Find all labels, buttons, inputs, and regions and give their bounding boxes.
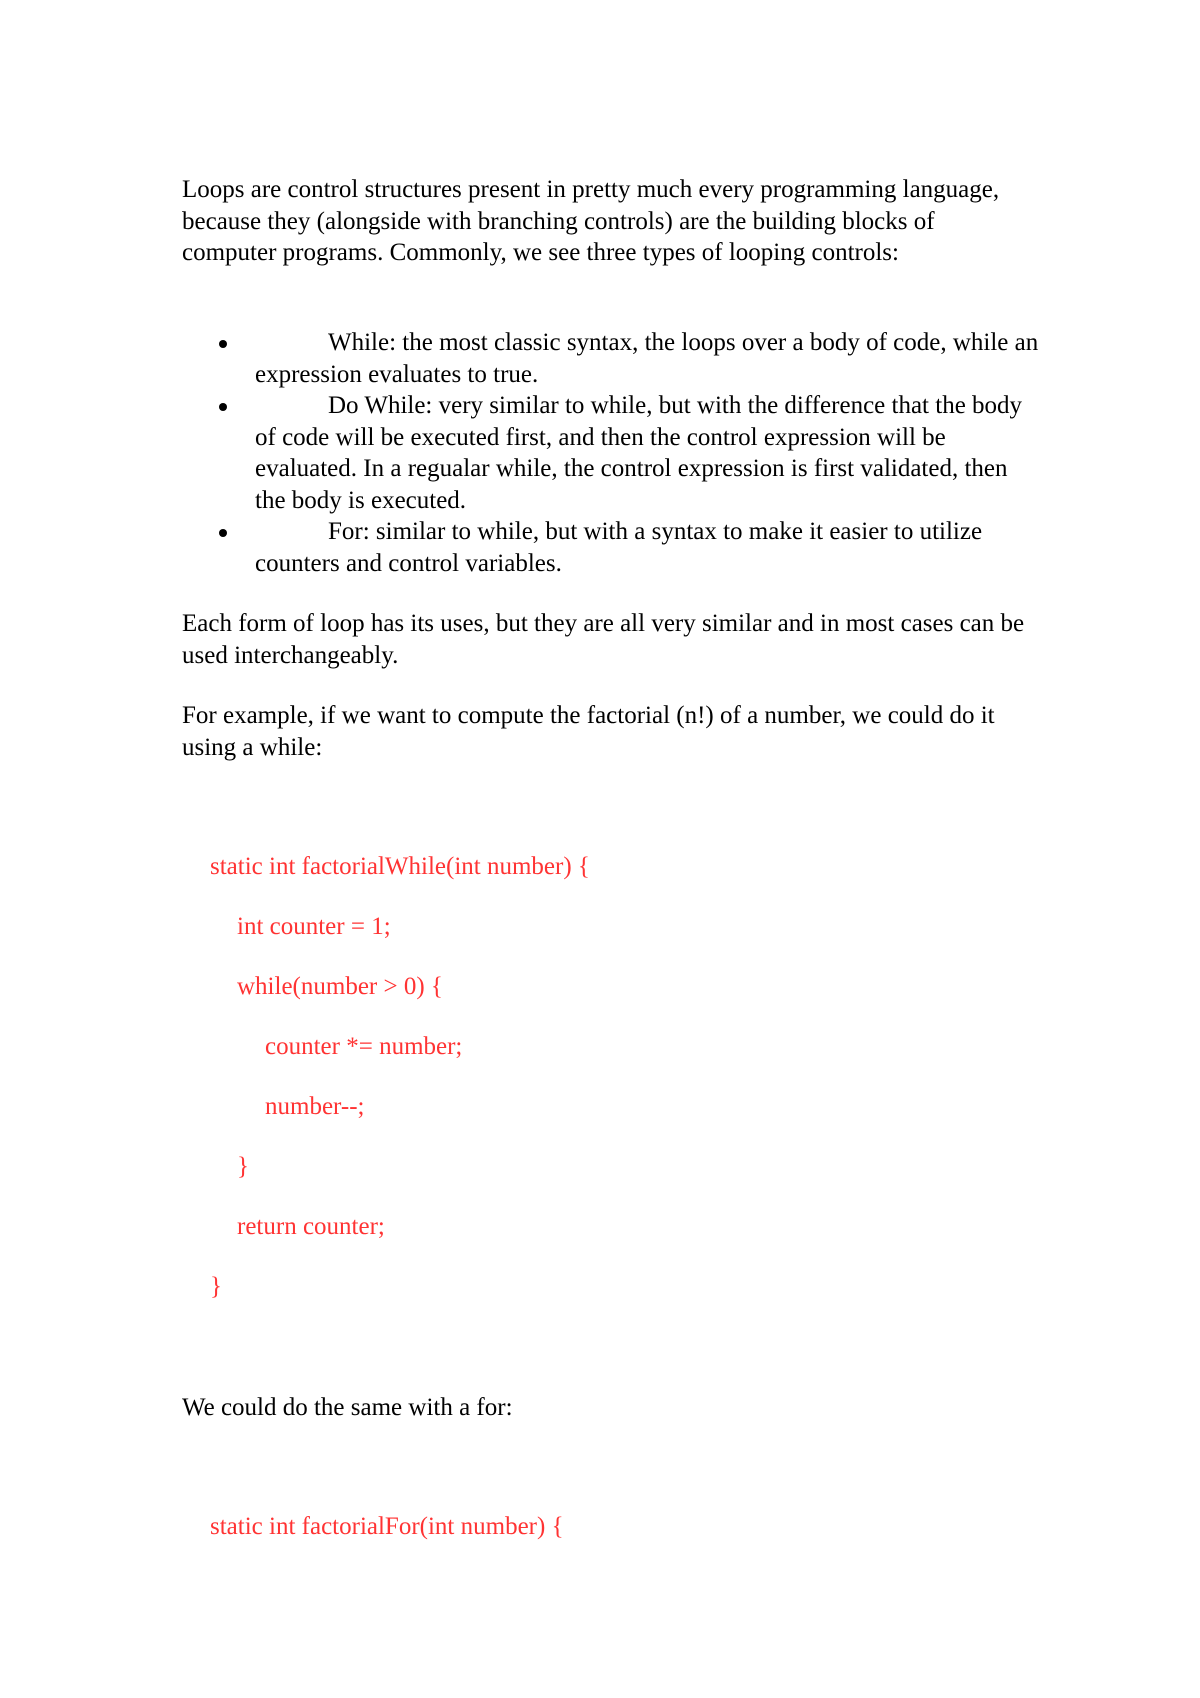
bullet-text: Do While: very similar to while, but with the difference that the body of code will be executed first, and then the control expression will be evaluated. In a regualar while, the control expression is first validated, then the body is executed. [255,392,1023,514]
code-line: counter *= number; [265,1033,463,1060]
bullet-icon [219,529,227,537]
code-line: } [210,1273,222,1300]
example-paragraph: For example, if we want to compute the factorial (n!) of a number, we could do it using a while: [182,702,995,761]
uses-paragraph: Each form of loop has its uses, but they are all very similar and in most cases can be used interchangeably. [182,610,1025,669]
code-line: static int factorialWhile(int number) { [210,853,590,880]
code-line: while(number > 0) { [237,973,443,1000]
code-line: int counter = 1; [237,913,391,940]
list-item [182,390,1042,516]
bullet-icon [219,340,227,348]
bullet-text: For: similar to while, but with a syntax to make it easier to utilize counters and control variables. [255,518,983,577]
bullet-icon [219,403,227,411]
intro-paragraph: Loops are control structures present in pretty much every programming language, because they (alongside with branching controls) are the building blocks of computer programs. Commonly, we see three types of looping controls: [182,176,1000,266]
code-line: } [237,1153,249,1180]
loop-types-list [182,327,1042,579]
list-item [182,516,1042,579]
code-line: static int factorialFor(int number) { [210,1513,564,1540]
code-line: return counter; [237,1213,385,1240]
bullet-text: While: the most classic syntax, the loops over a body of code, while an expression evaluates to true. [255,329,1039,388]
code-line: number--; [265,1093,365,1120]
list-item [182,327,1042,390]
for-paragraph: We could do the same with a for: [182,1394,513,1421]
